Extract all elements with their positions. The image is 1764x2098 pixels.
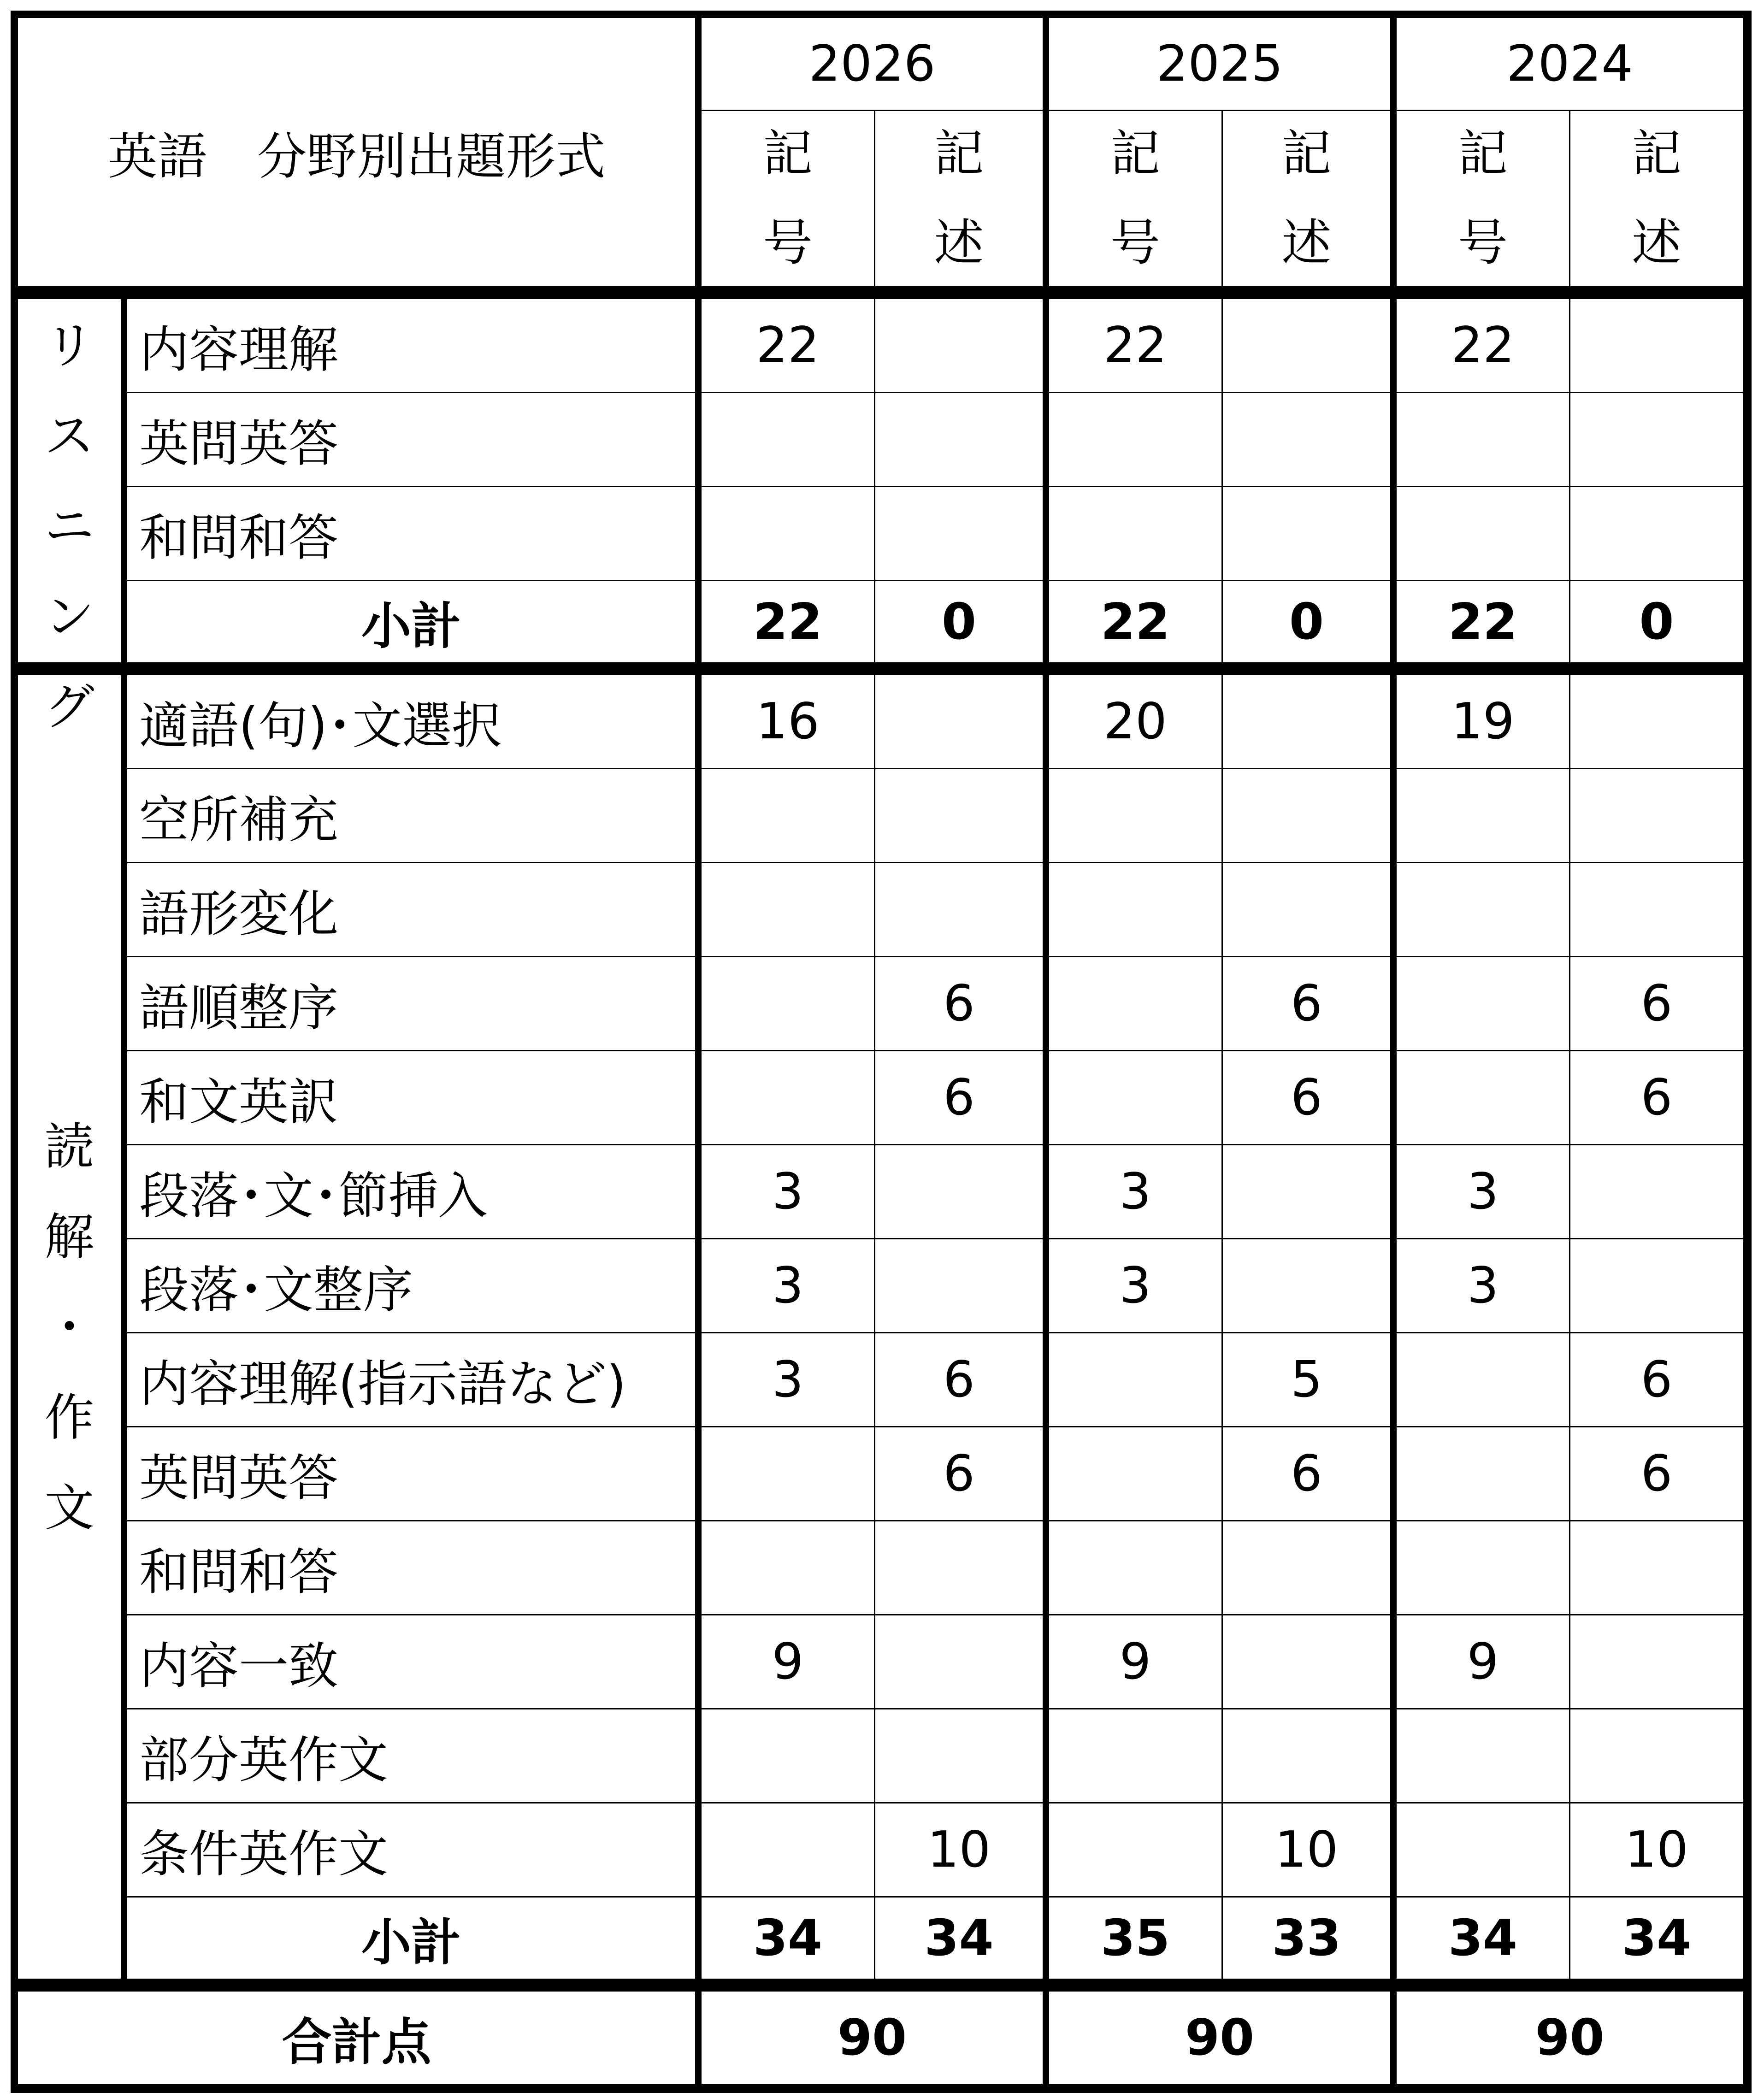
value-cell: 19 bbox=[1397, 675, 1570, 769]
subtotal-value: 33 bbox=[1223, 1898, 1397, 1992]
value-cell bbox=[875, 769, 1049, 863]
value-cell: 6 bbox=[1570, 1051, 1744, 1145]
value-cell: 6 bbox=[875, 1051, 1049, 1145]
header-char: 記 bbox=[1110, 125, 1160, 183]
year-header: 2025 bbox=[1049, 18, 1397, 111]
value-cell bbox=[1570, 1145, 1744, 1239]
section-reading-writing-label bbox=[18, 675, 127, 1992]
value-cell bbox=[1223, 675, 1397, 769]
value-cell bbox=[702, 1427, 875, 1521]
value-cell: 6 bbox=[1570, 957, 1744, 1051]
section-char: リ bbox=[44, 317, 94, 375]
subtotal-value: 22 bbox=[702, 581, 875, 675]
header-char: 記 bbox=[934, 125, 984, 183]
section-char: ・ bbox=[44, 1299, 94, 1356]
subtotal-value: 22 bbox=[1397, 581, 1570, 675]
header-char: 号 bbox=[762, 214, 813, 272]
value-cell: 6 bbox=[1223, 1427, 1397, 1521]
section-char: 文 bbox=[44, 1479, 94, 1537]
value-cell bbox=[1397, 1803, 1570, 1898]
value-cell bbox=[1049, 1427, 1223, 1521]
year-header: 2026 bbox=[702, 18, 1049, 111]
value-cell bbox=[1570, 1239, 1744, 1333]
value-cell bbox=[1049, 1051, 1223, 1145]
subtotal-label: 小計 bbox=[127, 581, 702, 675]
value-cell bbox=[1223, 487, 1397, 581]
header-char: 記 bbox=[1281, 125, 1332, 183]
value-cell: 20 bbox=[1049, 675, 1223, 769]
value-cell: 3 bbox=[1049, 1239, 1223, 1333]
total-value: 90 bbox=[1049, 1992, 1397, 2086]
kijutsu-header bbox=[1223, 111, 1397, 299]
section-char: ニ bbox=[44, 498, 94, 555]
subtotal-label: 小計 bbox=[127, 1898, 702, 1992]
value-cell: 3 bbox=[1049, 1145, 1223, 1239]
value-cell bbox=[875, 1709, 1049, 1803]
kigou-header bbox=[1049, 111, 1223, 299]
value-cell bbox=[1397, 1333, 1570, 1427]
row-label: 条件英作文 bbox=[127, 1803, 702, 1898]
value-cell bbox=[875, 1145, 1049, 1239]
value-cell: 22 bbox=[1397, 299, 1570, 393]
kijutsu-header bbox=[875, 111, 1049, 299]
value-cell bbox=[702, 393, 875, 487]
value-cell bbox=[1049, 393, 1223, 487]
question-format-table bbox=[11, 11, 1752, 2093]
value-cell bbox=[875, 1615, 1049, 1709]
header-char: 述 bbox=[934, 214, 984, 272]
value-cell: 9 bbox=[702, 1615, 875, 1709]
subtotal-value: 35 bbox=[1049, 1898, 1223, 1992]
subtotal-value: 34 bbox=[1570, 1898, 1744, 1992]
value-cell: 10 bbox=[1570, 1803, 1744, 1898]
section-char: 解 bbox=[44, 1208, 94, 1266]
value-cell bbox=[1397, 1709, 1570, 1803]
value-cell bbox=[1223, 393, 1397, 487]
value-cell: 3 bbox=[1397, 1145, 1570, 1239]
value-cell bbox=[1570, 299, 1744, 393]
section-listening-label bbox=[18, 299, 127, 736]
value-cell bbox=[1049, 1521, 1223, 1615]
value-cell bbox=[1570, 487, 1744, 581]
value-cell bbox=[1049, 863, 1223, 957]
row-label: 和問和答 bbox=[127, 487, 702, 581]
value-cell bbox=[702, 769, 875, 863]
header-char: 記 bbox=[1457, 125, 1508, 183]
value-cell bbox=[1223, 299, 1397, 393]
value-cell bbox=[1397, 1521, 1570, 1615]
value-cell bbox=[875, 487, 1049, 581]
value-cell: 22 bbox=[1049, 299, 1223, 393]
value-cell bbox=[1223, 863, 1397, 957]
value-cell: 5 bbox=[1223, 1333, 1397, 1427]
value-cell bbox=[1223, 1615, 1397, 1709]
value-cell bbox=[1049, 769, 1223, 863]
value-cell bbox=[1049, 1709, 1223, 1803]
section-char: グ bbox=[44, 678, 94, 736]
section-char: 作 bbox=[44, 1389, 94, 1447]
header-char: 述 bbox=[1281, 214, 1332, 272]
value-cell bbox=[1397, 393, 1570, 487]
value-cell: 9 bbox=[1397, 1615, 1570, 1709]
value-cell: 6 bbox=[875, 1333, 1049, 1427]
value-cell bbox=[702, 957, 875, 1051]
total-label: 合計点 bbox=[18, 1992, 702, 2086]
value-cell: 10 bbox=[875, 1803, 1049, 1898]
value-cell bbox=[702, 1521, 875, 1615]
year-header: 2024 bbox=[1397, 18, 1744, 111]
value-cell bbox=[875, 299, 1049, 393]
value-cell bbox=[702, 487, 875, 581]
row-label: 段落･文･節挿入 bbox=[127, 1145, 702, 1239]
value-cell: 3 bbox=[702, 1239, 875, 1333]
value-cell: 3 bbox=[702, 1145, 875, 1239]
value-cell bbox=[1570, 393, 1744, 487]
header-char: 記 bbox=[1631, 125, 1681, 183]
value-cell bbox=[702, 1803, 875, 1898]
kigou-header bbox=[1397, 111, 1570, 299]
value-cell bbox=[1397, 1427, 1570, 1521]
value-cell: 9 bbox=[1049, 1615, 1223, 1709]
value-cell: 22 bbox=[702, 299, 875, 393]
value-cell: 6 bbox=[1570, 1333, 1744, 1427]
value-cell bbox=[1397, 957, 1570, 1051]
kijutsu-header bbox=[1570, 111, 1744, 299]
value-cell bbox=[1223, 1521, 1397, 1615]
row-label: 適語(句)･文選択 bbox=[127, 675, 702, 769]
value-cell bbox=[1049, 957, 1223, 1051]
row-label: 語形変化 bbox=[127, 863, 702, 957]
value-cell bbox=[875, 1239, 1049, 1333]
value-cell: 3 bbox=[1397, 1239, 1570, 1333]
value-cell bbox=[1397, 1051, 1570, 1145]
subtotal-value: 0 bbox=[1223, 581, 1397, 675]
subtotal-value: 34 bbox=[1397, 1898, 1570, 1992]
row-label: 和問和答 bbox=[127, 1521, 702, 1615]
header-char: 号 bbox=[1110, 214, 1160, 272]
value-cell bbox=[1223, 1145, 1397, 1239]
subtotal-value: 0 bbox=[875, 581, 1049, 675]
value-cell: 10 bbox=[1223, 1803, 1397, 1898]
value-cell: 6 bbox=[1570, 1427, 1744, 1521]
value-cell: 16 bbox=[702, 675, 875, 769]
value-cell bbox=[702, 1709, 875, 1803]
subtotal-value: 0 bbox=[1570, 581, 1744, 675]
subtotal-value: 22 bbox=[1049, 581, 1223, 675]
row-label: 内容一致 bbox=[127, 1615, 702, 1709]
value-cell bbox=[1570, 769, 1744, 863]
row-label: 内容理解 bbox=[127, 299, 702, 393]
value-cell bbox=[702, 863, 875, 957]
value-cell bbox=[1049, 1333, 1223, 1427]
row-label: 英問英答 bbox=[127, 1427, 702, 1521]
row-label: 語順整序 bbox=[127, 957, 702, 1051]
value-cell bbox=[875, 393, 1049, 487]
value-cell bbox=[1049, 487, 1223, 581]
row-label: 和文英訳 bbox=[127, 1051, 702, 1145]
value-cell bbox=[1570, 1709, 1744, 1803]
section-char: 読 bbox=[44, 1118, 94, 1176]
subtotal-value: 34 bbox=[702, 1898, 875, 1992]
value-cell bbox=[1397, 863, 1570, 957]
section-char: ス bbox=[44, 407, 94, 465]
header-char: 号 bbox=[1457, 214, 1508, 272]
header-char: 述 bbox=[1631, 214, 1681, 272]
value-cell bbox=[1397, 487, 1570, 581]
value-cell bbox=[702, 1051, 875, 1145]
subtotal-value: 34 bbox=[875, 1898, 1049, 1992]
row-label: 英問英答 bbox=[127, 393, 702, 487]
row-label: 内容理解(指示語など) bbox=[127, 1333, 702, 1427]
value-cell bbox=[875, 1521, 1049, 1615]
value-cell bbox=[1570, 863, 1744, 957]
value-cell bbox=[1570, 675, 1744, 769]
value-cell bbox=[875, 863, 1049, 957]
value-cell bbox=[1570, 1615, 1744, 1709]
value-cell bbox=[875, 675, 1049, 769]
value-cell bbox=[1570, 1521, 1744, 1615]
value-cell: 6 bbox=[875, 1427, 1049, 1521]
value-cell bbox=[1223, 1709, 1397, 1803]
header-char: 記 bbox=[762, 125, 813, 183]
value-cell: 6 bbox=[1223, 957, 1397, 1051]
value-cell bbox=[1223, 1239, 1397, 1333]
value-cell: 3 bbox=[702, 1333, 875, 1427]
total-value: 90 bbox=[702, 1992, 1049, 2086]
row-label: 部分英作文 bbox=[127, 1709, 702, 1803]
row-label: 段落･文整序 bbox=[127, 1239, 702, 1333]
value-cell bbox=[1049, 1803, 1223, 1898]
table-title: 英語 分野別出題形式 bbox=[18, 18, 702, 299]
value-cell bbox=[1223, 769, 1397, 863]
section-char: ン bbox=[44, 588, 94, 646]
value-cell: 6 bbox=[875, 957, 1049, 1051]
total-value: 90 bbox=[1397, 1992, 1744, 2086]
value-cell: 6 bbox=[1223, 1051, 1397, 1145]
kigou-header bbox=[702, 111, 875, 299]
value-cell bbox=[1397, 769, 1570, 863]
row-label: 空所補充 bbox=[127, 769, 702, 863]
